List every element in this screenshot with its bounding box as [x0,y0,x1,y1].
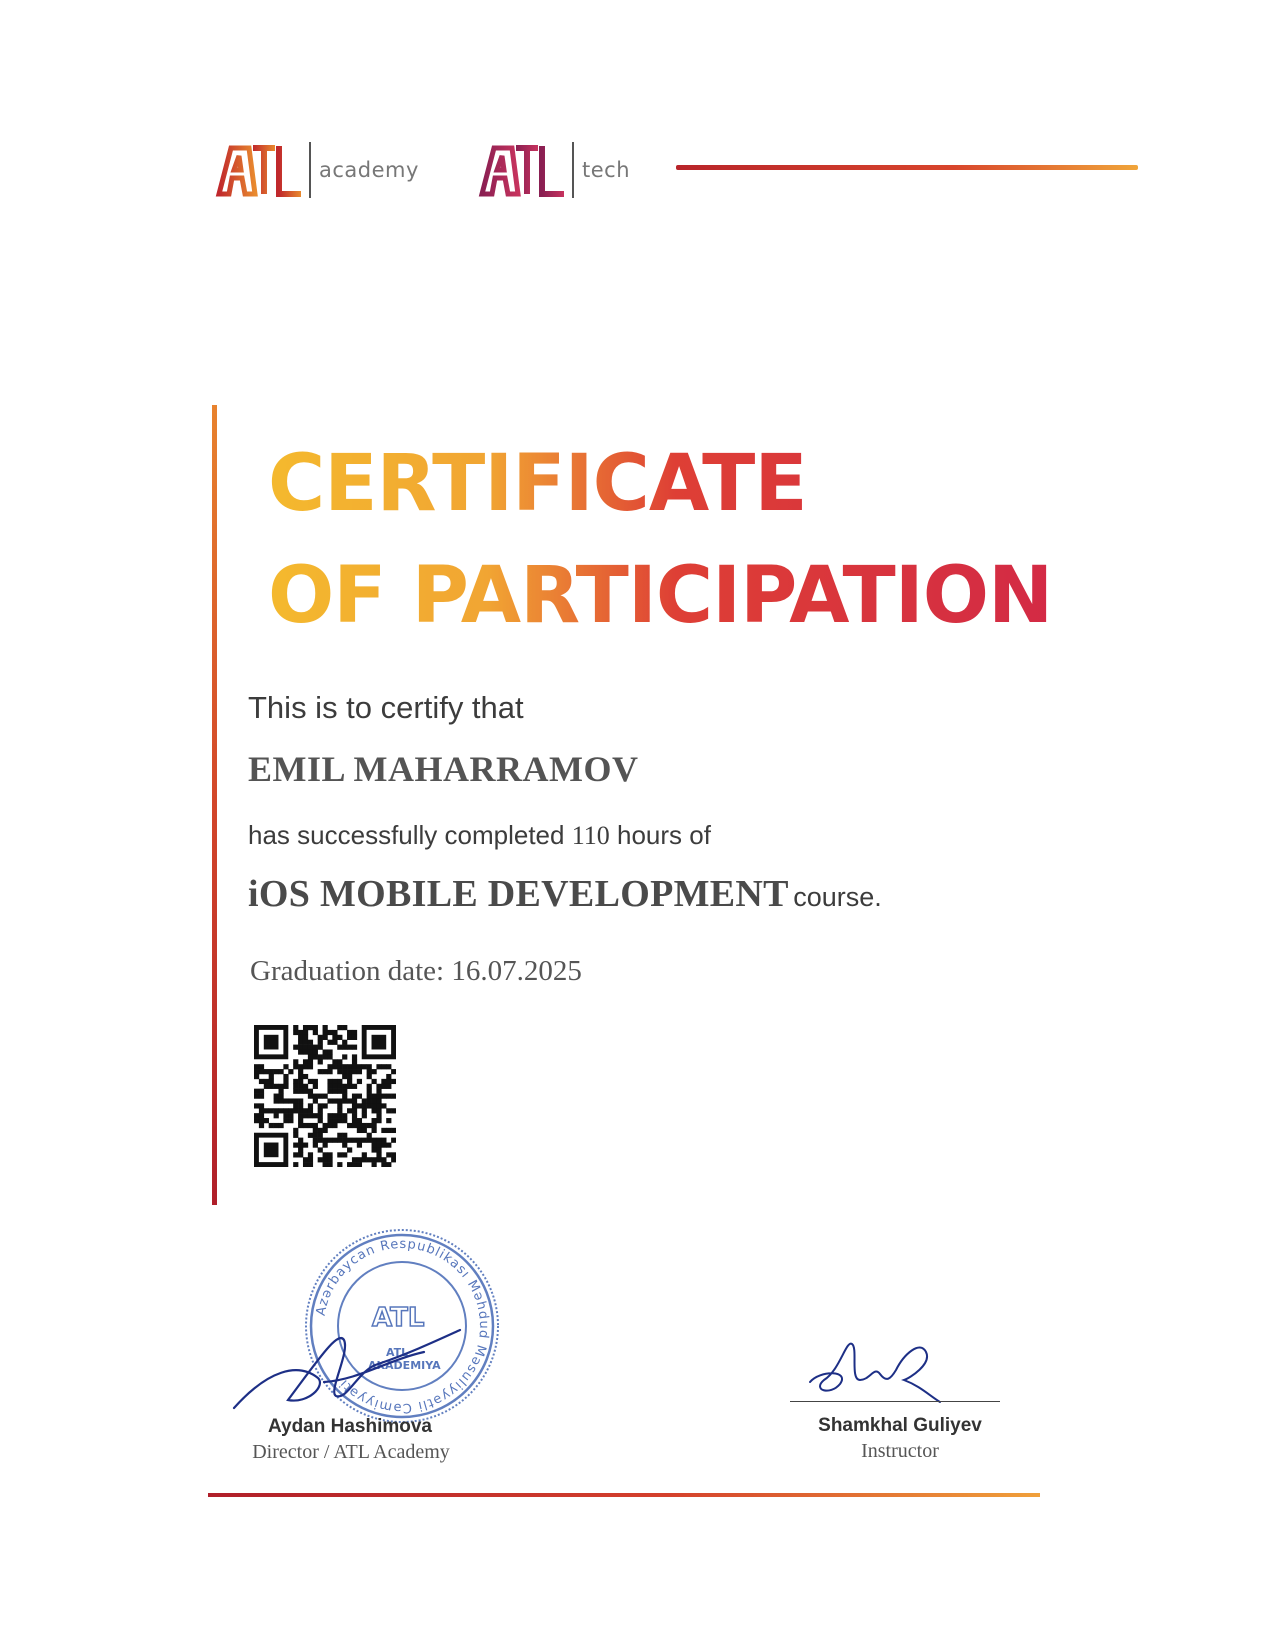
svg-text:ATL: ATL [386,1346,409,1359]
logo-sub-academy: academy [319,158,419,182]
instructor-role: Instructor [861,1440,939,1462]
svg-text:ATL: ATL [372,1303,425,1333]
instructor-signature [800,1330,980,1410]
graduation-date: 16.07.2025 [451,955,582,987]
logo-divider [572,142,574,198]
graduation-date-line [250,955,582,988]
certify-intro: This is to certify that [248,690,524,725]
atl-mark-icon [478,142,566,198]
certificate-title [268,428,1052,652]
logo-sub-tech: tech [582,158,631,182]
title-line-1: CERTIFICATE [268,439,807,529]
completed-suffix: hours of [617,820,711,850]
recipient-name: EMIL MAHARRAMOV [248,749,639,789]
atl-tech-logo [478,140,630,200]
course-line [248,872,882,916]
course-suffix: course. [793,882,882,912]
svg-text:Azərbaycan Respublikası Məhdud: Azərbaycan Respublikası Məhdud Məsuliyyətli Cəmiyyəti [313,1236,492,1416]
logo-divider [309,142,311,198]
title-line-2: OF PARTICIPATION [268,551,1053,641]
qr-code-graphic [254,1025,396,1167]
instructor-name: Shamkhal Guliyev [818,1415,982,1436]
atl-mark-icon [215,142,303,198]
director-name: Aydan Hashimova [267,1416,432,1437]
atl-academy-logo [215,140,419,200]
header-accent-line [676,165,1138,170]
course-name: iOS MOBILE DEVELOPMENT [248,873,789,915]
graduation-label: Graduation date: [250,955,445,987]
completed-prefix: has successfully completed [248,820,565,850]
completion-statement [248,820,711,851]
director-role: Director / ATL Academy [252,1441,450,1463]
footer-accent-line [208,1493,1040,1497]
hours-count: 110 [571,821,610,850]
vertical-accent-bar [212,405,217,1205]
instructor-signature-line [790,1401,1000,1402]
svg-text:AKADEMIYA: AKADEMIYA [368,1359,441,1372]
qr-code-icon[interactable] [254,1025,396,1167]
director-signature [228,1300,468,1420]
